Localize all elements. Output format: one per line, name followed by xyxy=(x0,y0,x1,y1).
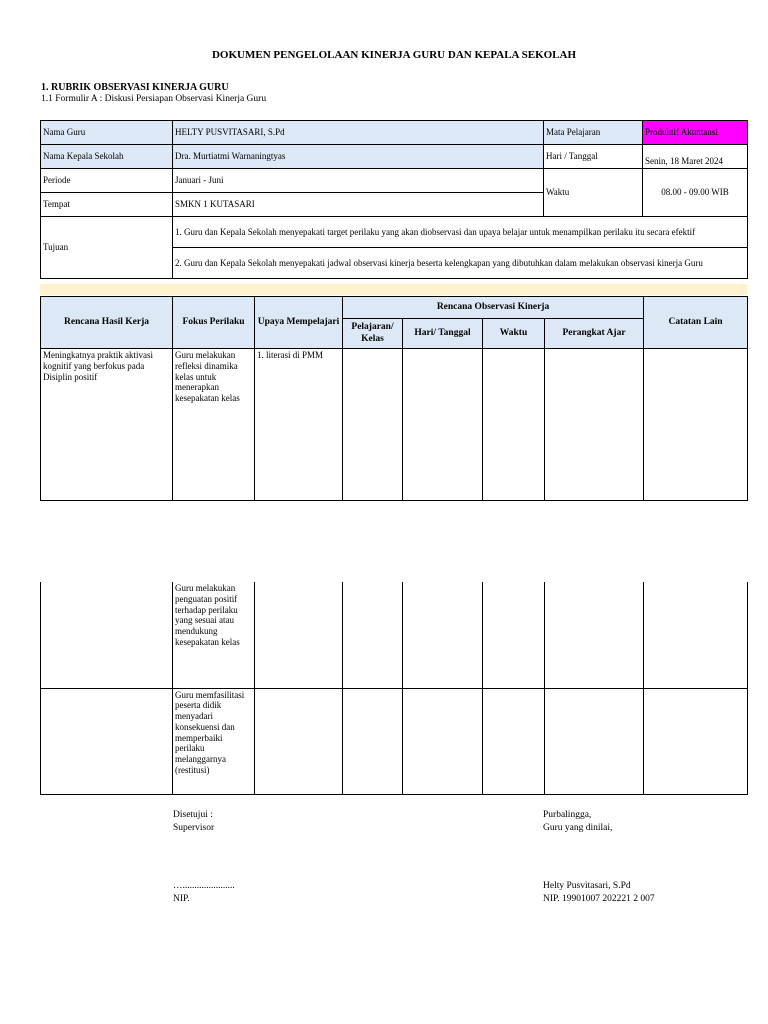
supervisor-label: Supervisor xyxy=(173,823,215,833)
header-upaya: Upaya Mempelajari xyxy=(255,297,343,349)
teacher-name: Helty Pusvitasari, S.Pd xyxy=(543,881,631,891)
supervisor-nip: NIP. xyxy=(173,894,190,904)
header-catatan-lain: Catatan Lain xyxy=(644,297,748,349)
row-fokus-perilaku: Guru melakukan penguatan positif terhadap perilaku yang sesuai atau mendukung kesepakatan kelas xyxy=(173,582,255,688)
table-row xyxy=(41,688,748,794)
header-hari-tanggal: Hari/ Tanggal xyxy=(403,319,483,349)
row-catatan xyxy=(644,349,748,501)
row-catatan xyxy=(644,582,748,688)
approval-block xyxy=(173,809,214,835)
nama-guru-value: HELTY PUSVITASARI, S.Pd xyxy=(173,121,544,145)
section-subheading: 1.1 Formulir A : Diskusi Persiapan Observasi Kinerja Guru xyxy=(41,94,267,104)
teacher-block xyxy=(543,809,612,835)
tempat-label: Tempat xyxy=(41,193,173,217)
row-rencana-hasil: Meningkatnya praktik aktivasi kognitif yang berfokus pada Disiplin positif xyxy=(41,349,173,501)
nama-guru-label: Nama Guru xyxy=(41,121,173,145)
supervisor-name-placeholder: …...................... xyxy=(173,881,235,891)
row-upaya: 1. literasi di PMM xyxy=(255,349,343,501)
teacher-label: Guru yang dinilai, xyxy=(543,823,613,833)
row-pelajaran xyxy=(343,688,403,794)
approval-label: Disetujui : xyxy=(173,810,213,820)
row-pelajaran xyxy=(343,582,403,688)
header-rencana-hasil: Rencana Hasil Kerja xyxy=(41,297,173,349)
row-waktu xyxy=(483,688,545,794)
waktu-value: 08.00 - 09.00 WIB xyxy=(643,169,748,217)
row-waktu xyxy=(483,582,545,688)
table-row xyxy=(41,349,748,501)
section-heading: 1. RUBRIK OBSERVASI KINERJA GURU xyxy=(41,82,229,93)
row-upaya xyxy=(255,688,343,794)
waktu-label: Waktu xyxy=(544,169,643,217)
place-label: Purbalingga, xyxy=(543,810,592,820)
row-fokus-perilaku: Guru melakukan refleksi dinamika kelas untuk menerapkan kesepakatan kelas xyxy=(173,349,255,501)
row-hari xyxy=(403,688,483,794)
tujuan-item-2: 2. Guru dan Kepala Sekolah menyepakati jadwal observasi kinerja beserta kelengkapan yang dibutuhkan dalam melakukan observasi kinerja Guru xyxy=(173,248,748,279)
header-waktu: Waktu xyxy=(483,319,545,349)
mapel-label: Mata Pelajaran xyxy=(544,121,643,145)
row-perangkat xyxy=(545,349,644,501)
header-pelajaran-kelas: Pelajaran/ Kelas xyxy=(343,319,403,349)
row-upaya xyxy=(255,582,343,688)
periode-label: Periode xyxy=(41,169,173,193)
supervisor-signature xyxy=(173,880,235,906)
row-pelajaran xyxy=(343,349,403,501)
teacher-signature xyxy=(543,880,655,906)
observation-plan-table xyxy=(40,296,748,501)
kepsek-value: Dra. Murtiatmi Warnaningtyas xyxy=(173,145,544,169)
document-title: DOKUMEN PENGELOLAAN KINERJA GURU DAN KEPALA SEKOLAH xyxy=(211,49,577,61)
hari-label: Hari / Tanggal xyxy=(544,145,643,169)
hari-value: Senin, 18 Maret 2024 xyxy=(643,145,748,169)
periode-value: Januari - Juni xyxy=(173,169,544,193)
tempat-value: SMKN 1 KUTASARI xyxy=(173,193,544,217)
row-rencana-hasil xyxy=(41,582,173,688)
row-rencana-hasil xyxy=(41,688,173,794)
row-hari xyxy=(403,582,483,688)
header-rencana-observasi: Rencana Observasi Kinerja xyxy=(343,297,644,319)
tujuan-label: Tujuan xyxy=(41,217,173,279)
row-catatan xyxy=(644,688,748,794)
row-waktu xyxy=(483,349,545,501)
table-row xyxy=(41,582,748,688)
row-perangkat xyxy=(545,688,644,794)
row-perangkat xyxy=(545,582,644,688)
row-fokus-perilaku: Guru memfasilitasi peserta didik menyadari konsekuensi dan memperbaiki perilaku melanggarnya (restitusi) xyxy=(173,688,255,794)
tujuan-item-1: 1. Guru dan Kepala Sekolah menyepakati target perilaku yang akan diobservasi dan upaya belajar untuk menampilkan perilaku itu secara efektif xyxy=(173,217,748,248)
observation-plan-table-continued xyxy=(40,582,748,795)
separator-band xyxy=(40,284,747,295)
header-perangkat-ajar: Perangkat Ajar xyxy=(545,319,644,349)
header-fokus-perilaku: Fokus Perilaku xyxy=(173,297,255,349)
kepsek-label: Nama Kepala Sekolah xyxy=(41,145,173,169)
mapel-value: Produktif Akuntansi xyxy=(643,121,748,145)
info-table xyxy=(40,120,748,279)
teacher-nip: NIP. 19901007 202221 2 007 xyxy=(543,894,655,904)
row-hari xyxy=(403,349,483,501)
